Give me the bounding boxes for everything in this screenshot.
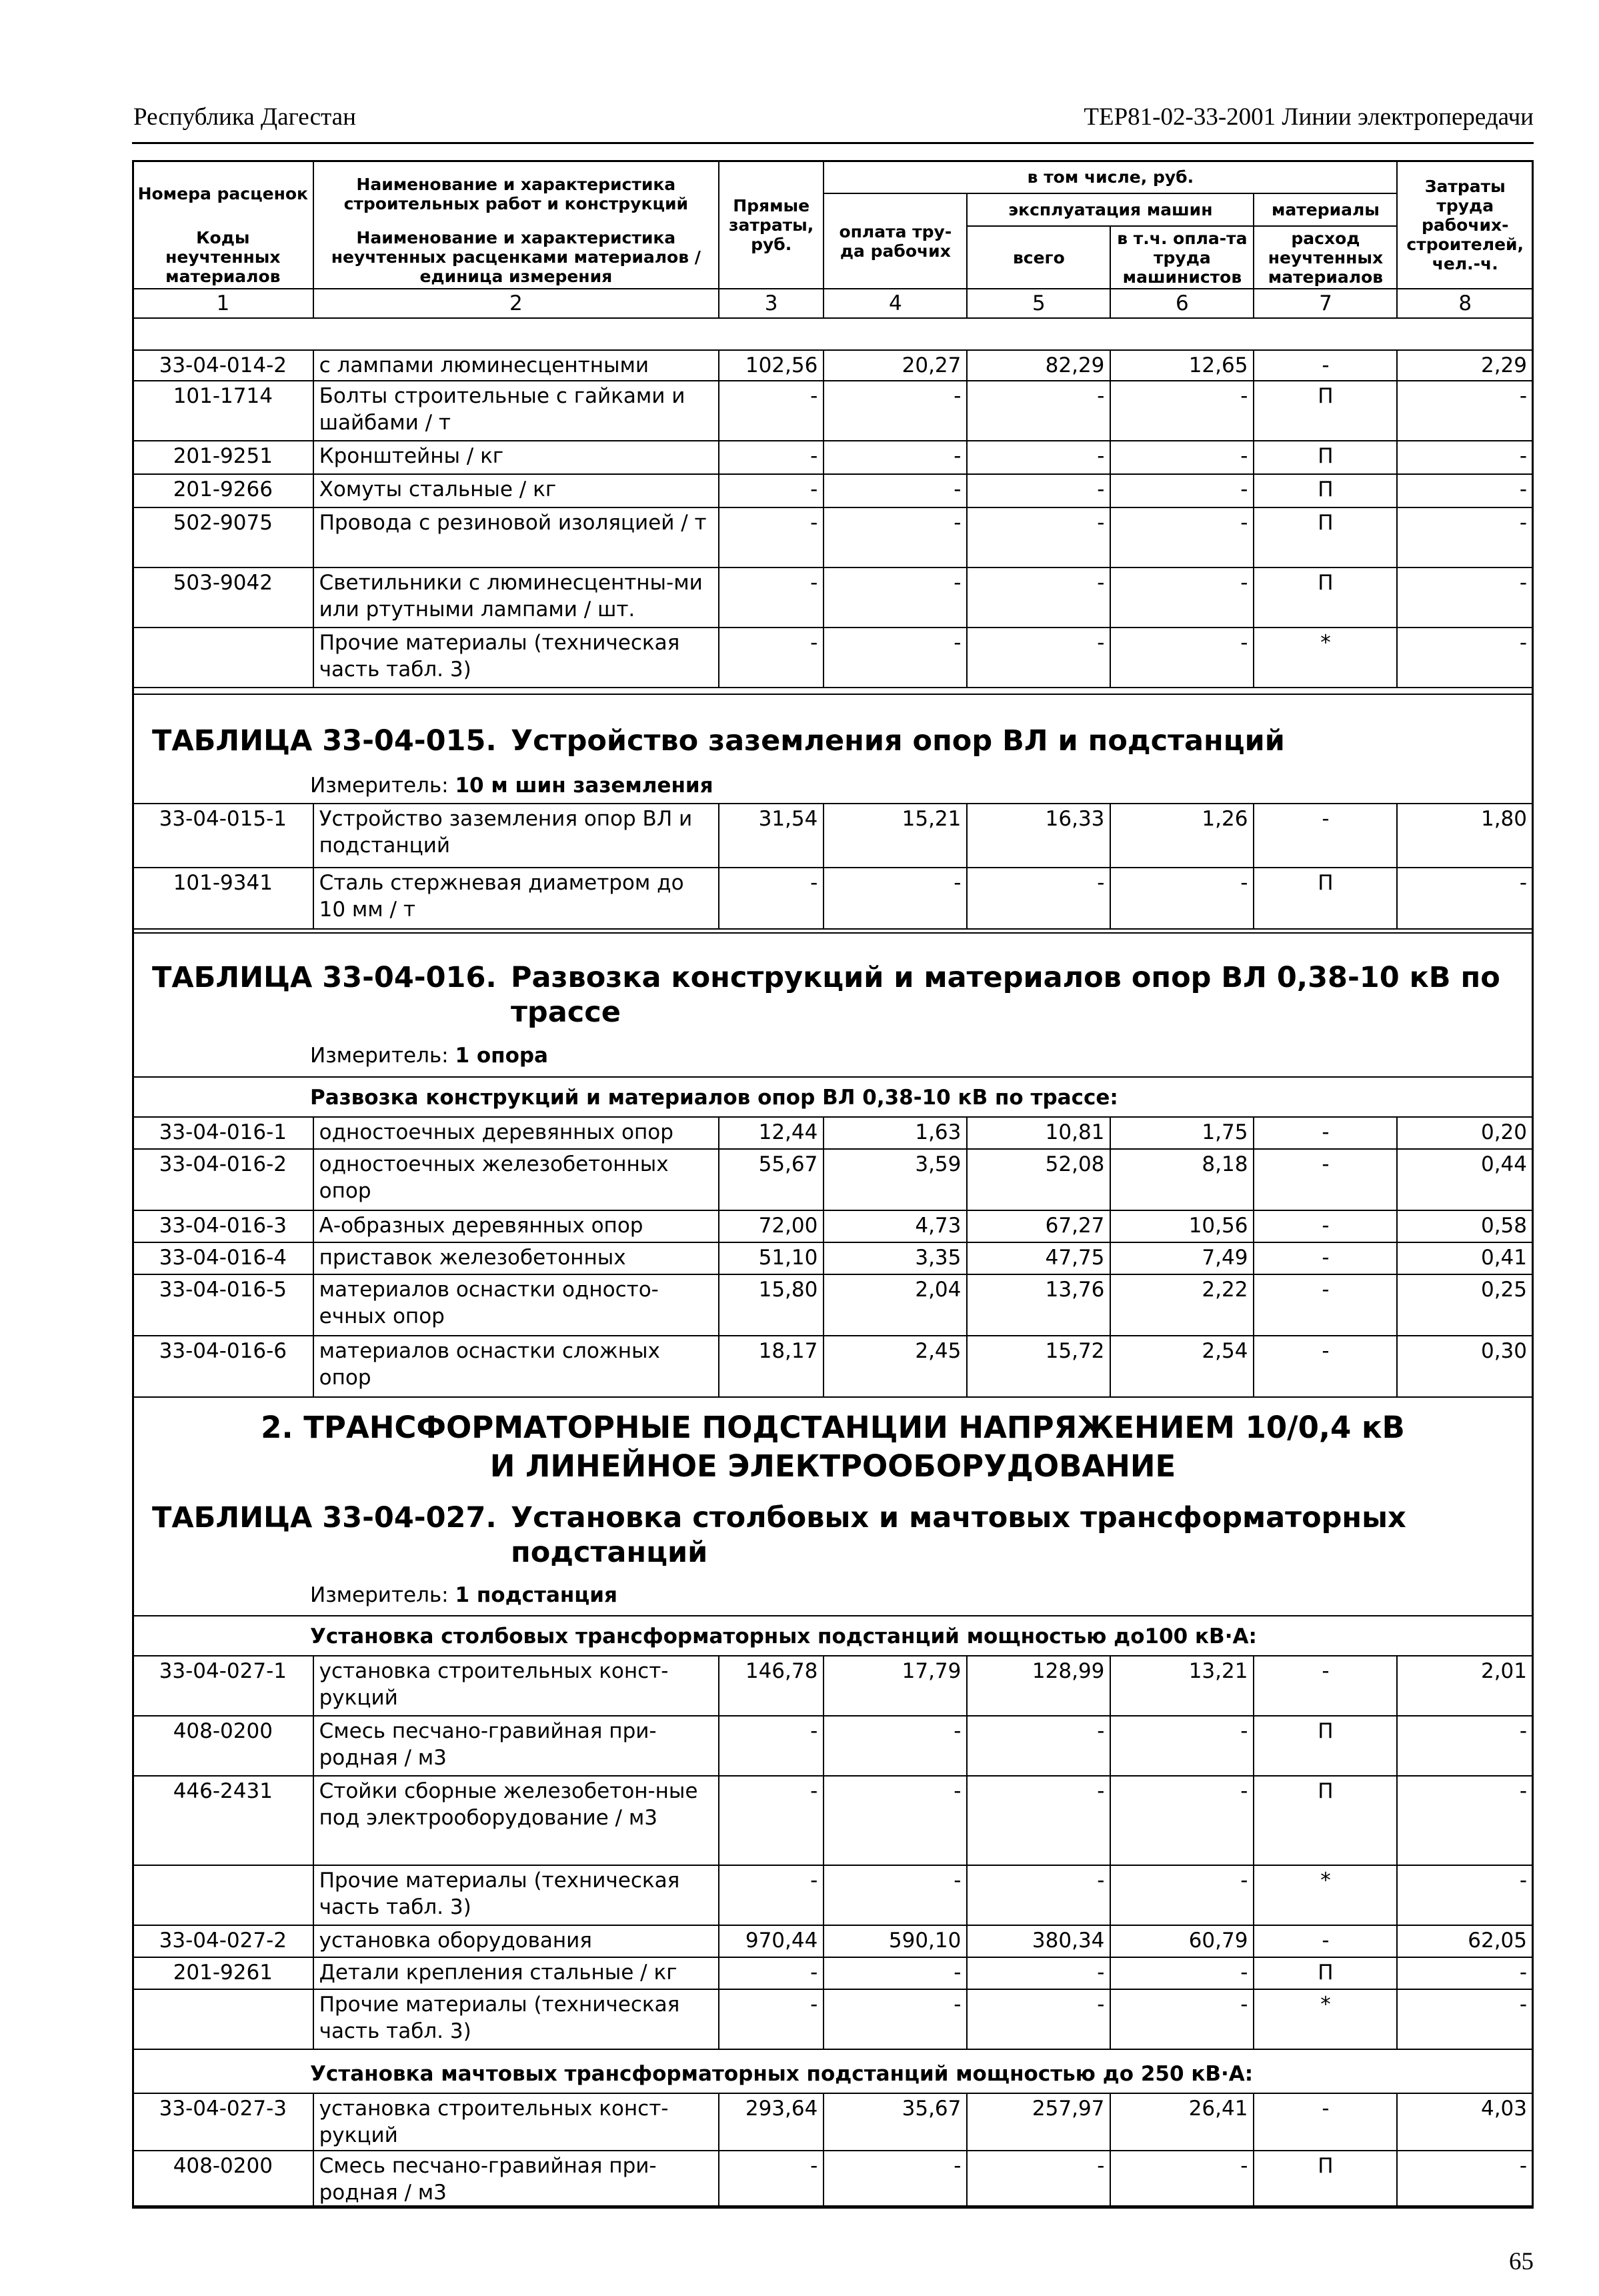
machines-cell: - <box>967 1957 1110 1989</box>
head-machines: эксплуатация машин <box>967 193 1254 226</box>
name-cell: Смесь песчано-гравийная при-родная / м3 <box>313 2151 719 2208</box>
materials-cell: П <box>1254 441 1397 474</box>
table-row <box>133 474 1533 507</box>
labor-cell: - <box>1397 567 1533 628</box>
name-cell: одностоечных деревянных опор <box>313 1117 719 1149</box>
labor-cell: 2,01 <box>1397 1656 1533 1716</box>
table-016-label: ТАБЛИЦА 33-04-016. <box>152 961 497 994</box>
wages-cell: 3,59 <box>824 1149 967 1210</box>
machinist-wages-cell: - <box>1110 1776 1254 1865</box>
table-header <box>132 160 1534 319</box>
materials-cell: - <box>1254 350 1397 381</box>
table-027-measure <box>310 1583 617 1607</box>
name-cell: Хомуты стальные / кг <box>313 474 719 507</box>
table-015-label: ТАБЛИЦА 33-04-015. <box>152 724 497 758</box>
measure-value: 1 подстанция <box>455 1583 617 1607</box>
table-027-subheading-2: Установка мачтовых трансформаторных подстанций мощностью до 250 кВ·А: <box>310 2062 1254 2086</box>
head-materials: материалы <box>1254 193 1397 226</box>
wages-cell: 15,21 <box>824 804 967 868</box>
machines-cell: - <box>967 507 1110 567</box>
labor-cell: 0,30 <box>1397 1336 1533 1397</box>
labor-cell: 0,25 <box>1397 1274 1533 1336</box>
name-cell: А-образных деревянных опор <box>313 1210 719 1242</box>
machines-cell: - <box>967 1716 1110 1776</box>
code-cell: 33-04-027-3 <box>133 2093 313 2151</box>
head-direct: Прямые затраты, руб. <box>719 161 824 289</box>
name-cell: одностоечных железобетонных опор <box>313 1149 719 1210</box>
wages-cell: - <box>824 567 967 628</box>
labor-cell: - <box>1397 1989 1533 2049</box>
code-cell: 33-04-016-3 <box>133 1210 313 1242</box>
machinist-wages-cell: 60,79 <box>1110 1925 1254 1957</box>
machinist-wages-cell: 8,18 <box>1110 1149 1254 1210</box>
labor-cell: - <box>1397 1716 1533 1776</box>
col-num: 7 <box>1254 289 1397 318</box>
labor-cell: 4,03 <box>1397 2093 1533 2151</box>
wages-cell: - <box>824 381 967 441</box>
table-027-heading <box>152 1500 1511 1570</box>
table-row <box>133 1242 1533 1274</box>
machines-cell: 128,99 <box>967 1656 1110 1716</box>
machines-cell: 52,08 <box>967 1149 1110 1210</box>
materials-cell: П <box>1254 381 1397 441</box>
code-cell: 33-04-016-4 <box>133 1242 313 1274</box>
machinist-wages-cell: - <box>1110 1865 1254 1925</box>
code-cell: 33-04-014-2 <box>133 350 313 381</box>
head-labor: Затраты труда рабочих-строителей, чел.-ч. <box>1397 161 1533 289</box>
labor-cell: - <box>1397 868 1533 929</box>
labor-cell: - <box>1397 1776 1533 1865</box>
table-row <box>133 441 1533 474</box>
machines-cell: 47,75 <box>967 1242 1110 1274</box>
name-cell: с лампами люминесцентными <box>313 350 719 381</box>
code-cell: 101-9341 <box>133 868 313 929</box>
wages-cell: - <box>824 441 967 474</box>
divider <box>132 694 1534 695</box>
labor-cell: - <box>1397 507 1533 567</box>
code-cell: 408-0200 <box>133 2151 313 2208</box>
machinist-wages-cell: - <box>1110 1957 1254 1989</box>
direct-cost-cell: - <box>719 868 824 929</box>
col-num: 5 <box>967 289 1110 318</box>
machinist-wages-cell: 2,54 <box>1110 1336 1254 1397</box>
machinist-wages-cell: 12,65 <box>1110 350 1254 381</box>
name-cell: Кронштейны / кг <box>313 441 719 474</box>
materials-cell: - <box>1254 1149 1397 1210</box>
labor-cell: 0,44 <box>1397 1149 1533 1210</box>
machines-cell: 82,29 <box>967 350 1110 381</box>
table-027-rows-2 <box>132 2093 1534 2209</box>
table-row <box>133 1149 1533 1210</box>
machinist-wages-cell: 13,21 <box>1110 1656 1254 1716</box>
table-row <box>133 381 1533 441</box>
name-cell: материалов оснастки сложных опор <box>313 1336 719 1397</box>
machines-cell: 13,76 <box>967 1274 1110 1336</box>
section-2-line1: 2. ТРАНСФОРМАТОРНЫЕ ПОДСТАНЦИИ НАПРЯЖЕНИЕМ 10/0,4 кВ <box>261 1410 1405 1445</box>
machines-cell: - <box>967 628 1110 688</box>
wages-cell: 17,79 <box>824 1656 967 1716</box>
table-row <box>133 628 1533 688</box>
col-num: 3 <box>719 289 824 318</box>
wages-cell: 2,04 <box>824 1274 967 1336</box>
name-cell: Сталь стержневая диаметром до 10 мм / т <box>313 868 719 929</box>
machinist-wages-cell: 1,26 <box>1110 804 1254 868</box>
wages-cell: - <box>824 474 967 507</box>
code-cell: 503-9042 <box>133 567 313 628</box>
name-cell: установка строительных конст-рукций <box>313 2093 719 2151</box>
code-cell: 502-9075 <box>133 507 313 567</box>
machinist-wages-cell: - <box>1110 1716 1254 1776</box>
direct-cost-cell: - <box>719 2151 824 2208</box>
head-name-bottom: Наименование и характеристика неучтенных расценками материалов / единица измерения <box>313 226 719 289</box>
machinist-wages-cell: - <box>1110 474 1254 507</box>
table-016-rows <box>132 1116 1534 1398</box>
table-row <box>133 868 1533 929</box>
table-015-measure <box>310 774 713 798</box>
table-row <box>133 350 1533 381</box>
wages-cell: 3,35 <box>824 1242 967 1274</box>
labor-cell: - <box>1397 441 1533 474</box>
divider <box>132 932 1534 934</box>
machines-cell: - <box>967 1989 1110 2049</box>
labor-cell: 0,58 <box>1397 1210 1533 1242</box>
machinist-wages-cell: - <box>1110 2151 1254 2208</box>
machines-cell: - <box>967 1865 1110 1925</box>
wages-cell: 35,67 <box>824 2093 967 2151</box>
direct-cost-cell: - <box>719 1716 824 1776</box>
materials-cell: - <box>1254 1656 1397 1716</box>
table-027-rows-1 <box>132 1655 1534 2050</box>
header-rule <box>132 142 1534 144</box>
labor-cell: 0,20 <box>1397 1117 1533 1149</box>
col-num: 8 <box>1397 289 1533 318</box>
direct-cost-cell: 293,64 <box>719 2093 824 2151</box>
wages-cell: - <box>824 628 967 688</box>
code-cell: 33-04-016-5 <box>133 1274 313 1336</box>
table-row <box>133 567 1533 628</box>
materials-cell: П <box>1254 1776 1397 1865</box>
table-row <box>133 1274 1533 1336</box>
table-row <box>133 1957 1533 1989</box>
head-machines-total: всего <box>967 226 1110 289</box>
table-015-rows <box>132 803 1534 930</box>
table-027-title: Установка столбовых и мачтовых трансформаторных подстанций <box>511 1501 1406 1569</box>
head-name-top: Наименование и характеристика строительных работ и конструкций <box>313 161 719 226</box>
table-014-rows <box>132 349 1534 688</box>
materials-cell: - <box>1254 1117 1397 1149</box>
materials-cell: * <box>1254 1989 1397 2049</box>
direct-cost-cell: 146,78 <box>719 1656 824 1716</box>
code-cell <box>133 1865 313 1925</box>
materials-cell: - <box>1254 804 1397 868</box>
code-cell: 201-9251 <box>133 441 313 474</box>
head-materials-sub: расход неучтенных материалов <box>1254 226 1397 289</box>
header-region: Республика Дагестан <box>133 103 356 131</box>
code-cell: 33-04-027-2 <box>133 1925 313 1957</box>
direct-cost-cell: - <box>719 628 824 688</box>
machinist-wages-cell: 26,41 <box>1110 2093 1254 2151</box>
head-codes-bottom: Коды неучтенных материалов <box>133 226 313 289</box>
table-row <box>133 1776 1533 1865</box>
wages-cell: - <box>824 1865 967 1925</box>
name-cell: приставок железобетонных <box>313 1242 719 1274</box>
labor-cell: - <box>1397 474 1533 507</box>
header-document-title: ТЕР81-02-33-2001 Линии электропередачи <box>1084 103 1534 131</box>
name-cell: Провода с резиновой изоляцией / т <box>313 507 719 567</box>
table-row <box>133 1865 1533 1925</box>
machinist-wages-cell: - <box>1110 507 1254 567</box>
table-016-measure <box>310 1044 548 1068</box>
machines-cell: - <box>967 2151 1110 2208</box>
table-row <box>133 2093 1533 2151</box>
labor-cell: - <box>1397 2151 1533 2208</box>
col-num: 4 <box>824 289 967 318</box>
name-cell: Смесь песчано-гравийная при-родная / м3 <box>313 1716 719 1776</box>
machines-cell: 15,72 <box>967 1336 1110 1397</box>
machinist-wages-cell: - <box>1110 567 1254 628</box>
name-cell: Светильники с люминесцентны-ми или ртутными лампами / шт. <box>313 567 719 628</box>
direct-cost-cell: - <box>719 1957 824 1989</box>
section-2-heading <box>132 1408 1534 1486</box>
direct-cost-cell: - <box>719 1989 824 2049</box>
machinist-wages-cell: 10,56 <box>1110 1210 1254 1242</box>
materials-cell: * <box>1254 1865 1397 1925</box>
measure-label: Измеритель: <box>310 1583 449 1607</box>
wages-cell: - <box>824 868 967 929</box>
labor-cell: - <box>1397 381 1533 441</box>
direct-cost-cell: 970,44 <box>719 1925 824 1957</box>
table-row <box>133 1656 1533 1716</box>
measure-value: 10 м шин заземления <box>455 774 713 798</box>
wages-cell: - <box>824 2151 967 2208</box>
name-cell: материалов оснастки односто-ечных опор <box>313 1274 719 1336</box>
table-015-title: Устройство заземления опор ВЛ и подстанций <box>511 724 1285 758</box>
machines-cell: - <box>967 868 1110 929</box>
code-cell: 33-04-016-6 <box>133 1336 313 1397</box>
table-row <box>133 2151 1533 2208</box>
machines-cell: 16,33 <box>967 804 1110 868</box>
code-cell: 33-04-016-2 <box>133 1149 313 1210</box>
col-num: 1 <box>133 289 313 318</box>
measure-value: 1 опора <box>455 1044 548 1068</box>
wages-cell: - <box>824 1957 967 1989</box>
table-027-subheading-1: Установка столбовых трансформаторных подстанций мощностью до100 кВ·А: <box>310 1624 1257 1648</box>
name-cell: Болты строительные с гайками и шайбами / т <box>313 381 719 441</box>
code-cell: 201-9266 <box>133 474 313 507</box>
divider <box>132 1396 1534 1398</box>
name-cell: Стойки сборные железобетон-ные под электрооборудование / м3 <box>313 1776 719 1865</box>
name-cell: Прочие материалы (техническая часть табл. 3) <box>313 1865 719 1925</box>
direct-cost-cell: 51,10 <box>719 1242 824 1274</box>
divider <box>132 1615 1534 1616</box>
code-cell <box>133 1989 313 2049</box>
labor-cell: - <box>1397 1865 1533 1925</box>
table-016-heading <box>152 960 1511 1030</box>
machines-cell: - <box>967 474 1110 507</box>
direct-cost-cell: 102,56 <box>719 350 824 381</box>
machines-cell: 10,81 <box>967 1117 1110 1149</box>
machinist-wages-cell: 2,22 <box>1110 1274 1254 1336</box>
materials-cell: - <box>1254 2093 1397 2151</box>
wages-cell: - <box>824 1776 967 1865</box>
direct-cost-cell: - <box>719 1776 824 1865</box>
code-cell: 201-9261 <box>133 1957 313 1989</box>
machines-cell: - <box>967 381 1110 441</box>
materials-cell: - <box>1254 1242 1397 1274</box>
materials-cell: П <box>1254 474 1397 507</box>
direct-cost-cell: 72,00 <box>719 1210 824 1242</box>
labor-cell: 2,29 <box>1397 350 1533 381</box>
code-cell: 33-04-015-1 <box>133 804 313 868</box>
name-cell: установка оборудования <box>313 1925 719 1957</box>
name-cell: установка строительных конст-рукций <box>313 1656 719 1716</box>
table-row <box>133 507 1533 567</box>
direct-cost-cell: - <box>719 474 824 507</box>
wages-cell: 2,45 <box>824 1336 967 1397</box>
direct-cost-cell: - <box>719 507 824 567</box>
name-cell: Детали крепления стальные / кг <box>313 1957 719 1989</box>
direct-cost-cell: - <box>719 441 824 474</box>
direct-cost-cell: - <box>719 1865 824 1925</box>
materials-cell: П <box>1254 567 1397 628</box>
materials-cell: - <box>1254 1925 1397 1957</box>
name-cell: Прочие материалы (техническая часть табл. 3) <box>313 628 719 688</box>
wages-cell: 1,63 <box>824 1117 967 1149</box>
machinist-wages-cell: - <box>1110 1989 1254 2049</box>
code-cell: 33-04-016-1 <box>133 1117 313 1149</box>
machines-cell: - <box>967 567 1110 628</box>
name-cell: Устройство заземления опор ВЛ и подстанций <box>313 804 719 868</box>
page-number: 65 <box>1509 2248 1534 2275</box>
code-cell: 446-2431 <box>133 1776 313 1865</box>
col-num: 2 <box>313 289 719 318</box>
labor-cell: 1,80 <box>1397 804 1533 868</box>
direct-cost-cell: - <box>719 381 824 441</box>
wages-cell: 20,27 <box>824 350 967 381</box>
wages-cell: 590,10 <box>824 1925 967 1957</box>
code-cell: 101-1714 <box>133 381 313 441</box>
section-2-line2: И ЛИНЕЙНОЕ ЭЛЕКТРООБОРУДОВАНИЕ <box>489 1448 1176 1484</box>
materials-cell: П <box>1254 507 1397 567</box>
wages-cell: 4,73 <box>824 1210 967 1242</box>
col-num: 6 <box>1110 289 1254 318</box>
head-incl: в том числе, руб. <box>824 161 1397 193</box>
machines-cell: 257,97 <box>967 2093 1110 2151</box>
table-row <box>133 1117 1533 1149</box>
machinist-wages-cell: - <box>1110 441 1254 474</box>
labor-cell: 0,41 <box>1397 1242 1533 1274</box>
name-cell: Прочие материалы (техническая часть табл. 3) <box>313 1989 719 2049</box>
direct-cost-cell: - <box>719 567 824 628</box>
head-wages: оплата тру-да рабочих <box>824 193 967 289</box>
direct-cost-cell: 15,80 <box>719 1274 824 1336</box>
materials-cell: - <box>1254 1210 1397 1242</box>
table-016-title: Развозка конструкций и материалов опор ВЛ 0,38-10 кВ по трассе <box>511 961 1500 1029</box>
measure-label: Измеритель: <box>310 1044 449 1068</box>
machinist-wages-cell: - <box>1110 381 1254 441</box>
table-027-label: ТАБЛИЦА 33-04-027. <box>152 1501 497 1534</box>
table-row <box>133 1336 1533 1397</box>
measure-label: Измеритель: <box>310 774 449 798</box>
labor-cell: 62,05 <box>1397 1925 1533 1957</box>
table-row <box>133 1716 1533 1776</box>
table-row <box>133 1210 1533 1242</box>
table-015-heading <box>152 724 1511 758</box>
materials-cell: П <box>1254 1957 1397 1989</box>
materials-cell: - <box>1254 1336 1397 1397</box>
table-row <box>133 1989 1533 2049</box>
machinist-wages-cell: - <box>1110 628 1254 688</box>
code-cell: 33-04-027-1 <box>133 1656 313 1716</box>
divider <box>132 1076 1534 1078</box>
machines-cell: - <box>967 441 1110 474</box>
machinist-wages-cell: 7,49 <box>1110 1242 1254 1274</box>
table-row <box>133 804 1533 868</box>
materials-cell: * <box>1254 628 1397 688</box>
labor-cell: - <box>1397 628 1533 688</box>
materials-cell: - <box>1254 1274 1397 1336</box>
machinist-wages-cell: - <box>1110 868 1254 929</box>
materials-cell: П <box>1254 1716 1397 1776</box>
table-row <box>133 1925 1533 1957</box>
machinist-wages-cell: 1,75 <box>1110 1117 1254 1149</box>
wages-cell: - <box>824 507 967 567</box>
machines-cell: 67,27 <box>967 1210 1110 1242</box>
table-016-subheading: Развозка конструкций и материалов опор ВЛ 0,38-10 кВ по трассе: <box>310 1086 1118 1110</box>
wages-cell: - <box>824 1989 967 2049</box>
code-cell: 408-0200 <box>133 1716 313 1776</box>
machines-cell: 380,34 <box>967 1925 1110 1957</box>
wages-cell: - <box>824 1716 967 1776</box>
direct-cost-cell: 12,44 <box>719 1117 824 1149</box>
labor-cell: - <box>1397 1957 1533 1989</box>
code-cell <box>133 628 313 688</box>
materials-cell: П <box>1254 868 1397 929</box>
direct-cost-cell: 18,17 <box>719 1336 824 1397</box>
head-machines-wages: в т.ч. опла-та труда машинистов <box>1110 226 1254 289</box>
direct-cost-cell: 55,67 <box>719 1149 824 1210</box>
head-codes-top: Номера расценок <box>133 161 313 226</box>
machines-cell: - <box>967 1776 1110 1865</box>
direct-cost-cell: 31,54 <box>719 804 824 868</box>
materials-cell: П <box>1254 2151 1397 2208</box>
